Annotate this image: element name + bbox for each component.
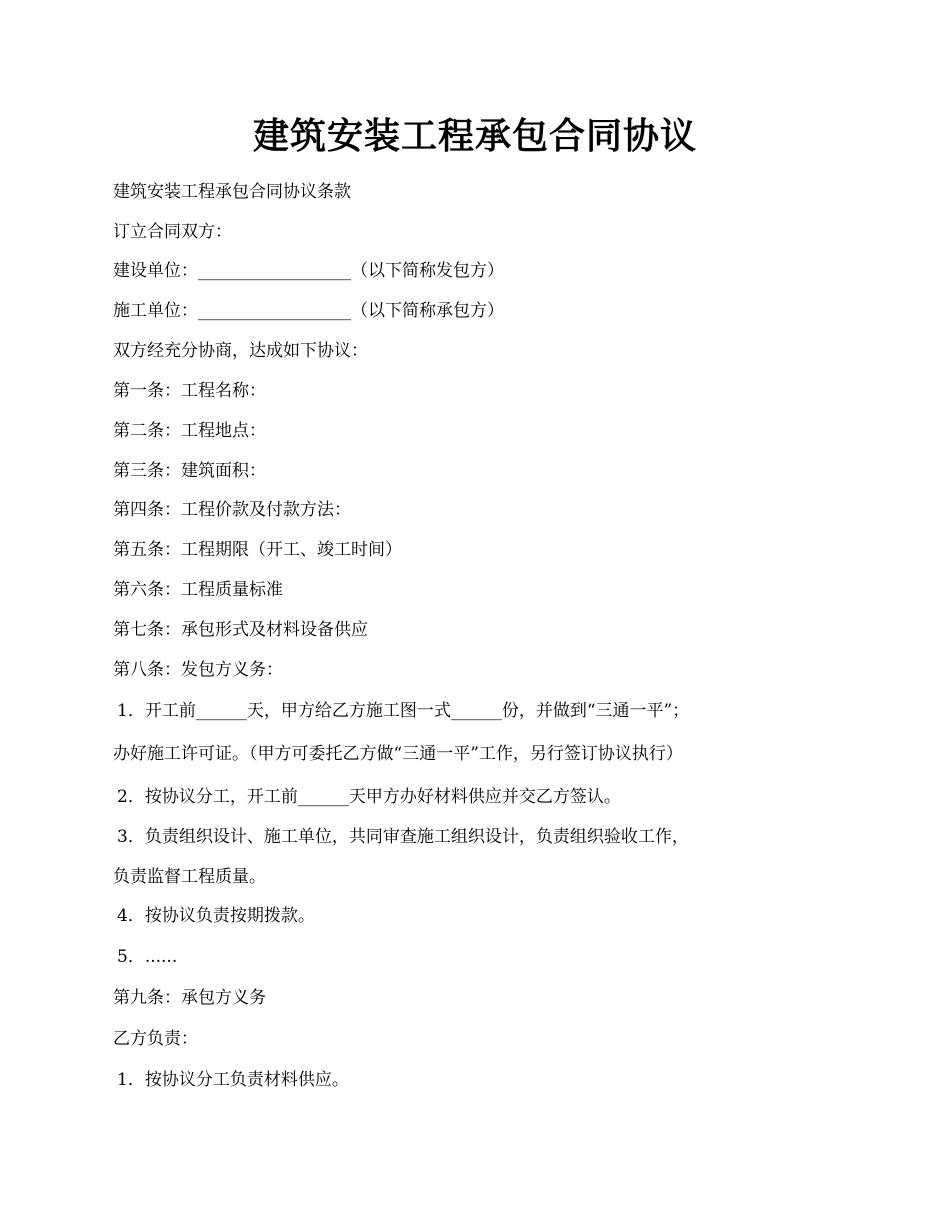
document-title: 建筑安装工程承包合同协议 bbox=[252, 115, 697, 157]
article-4: 第四条：工程价款及付款方法： bbox=[113, 500, 351, 520]
article-8-item-4: 4．按协议负责按期拨款。 bbox=[117, 906, 315, 926]
article-7: 第七条：承包形式及材料设备供应 bbox=[113, 620, 368, 640]
article-6: 第六条：工程质量标准 bbox=[113, 580, 283, 600]
article-1: 第一条：工程名称： bbox=[113, 381, 266, 401]
article-8: 第八条：发包方义务： bbox=[113, 660, 283, 680]
article-8-item-3-cont: 负责监督工程质量。 bbox=[113, 867, 266, 887]
article-8-item-2: 2．按协议分工，开工前______天甲方办好材料供应并交乙方签认。 bbox=[117, 787, 621, 807]
parties-label: 订立合同双方： bbox=[113, 222, 232, 242]
contractor-line: 施工单位：__________________（以下简称承包方） bbox=[113, 301, 504, 321]
article-5: 第五条：工程期限（开工、竣工时间） bbox=[113, 540, 402, 560]
article-8-item-1: 1．开工前______天，甲方给乙方施工图一式______份，并做到“三通一平”； bbox=[117, 701, 690, 721]
clause-heading: 建筑安装工程承包合同协议条款 bbox=[113, 182, 351, 202]
article-9: 第九条：承包方义务 bbox=[113, 988, 266, 1008]
article-8-item-5: 5．...... bbox=[117, 947, 178, 967]
article-3: 第三条：建筑面积： bbox=[113, 461, 266, 481]
employer-line: 建设单位：__________________（以下简称发包方） bbox=[113, 261, 504, 281]
article-8-item-1-cont: 办好施工许可证。（甲方可委托乙方做“三通一平”工作，另行签订协议执行） bbox=[113, 744, 683, 764]
contractor-responsibility-label: 乙方负责： bbox=[113, 1029, 198, 1049]
article-9-item-1: 1．按协议分工负责材料供应。 bbox=[117, 1070, 349, 1090]
article-2: 第二条：工程地点： bbox=[113, 421, 266, 441]
agreement-intro: 双方经充分协商，达成如下协议： bbox=[113, 341, 368, 361]
article-8-item-3: 3．负责组织设计、施工单位，共同审查施工组织设计，负责组织验收工作， bbox=[117, 827, 689, 847]
